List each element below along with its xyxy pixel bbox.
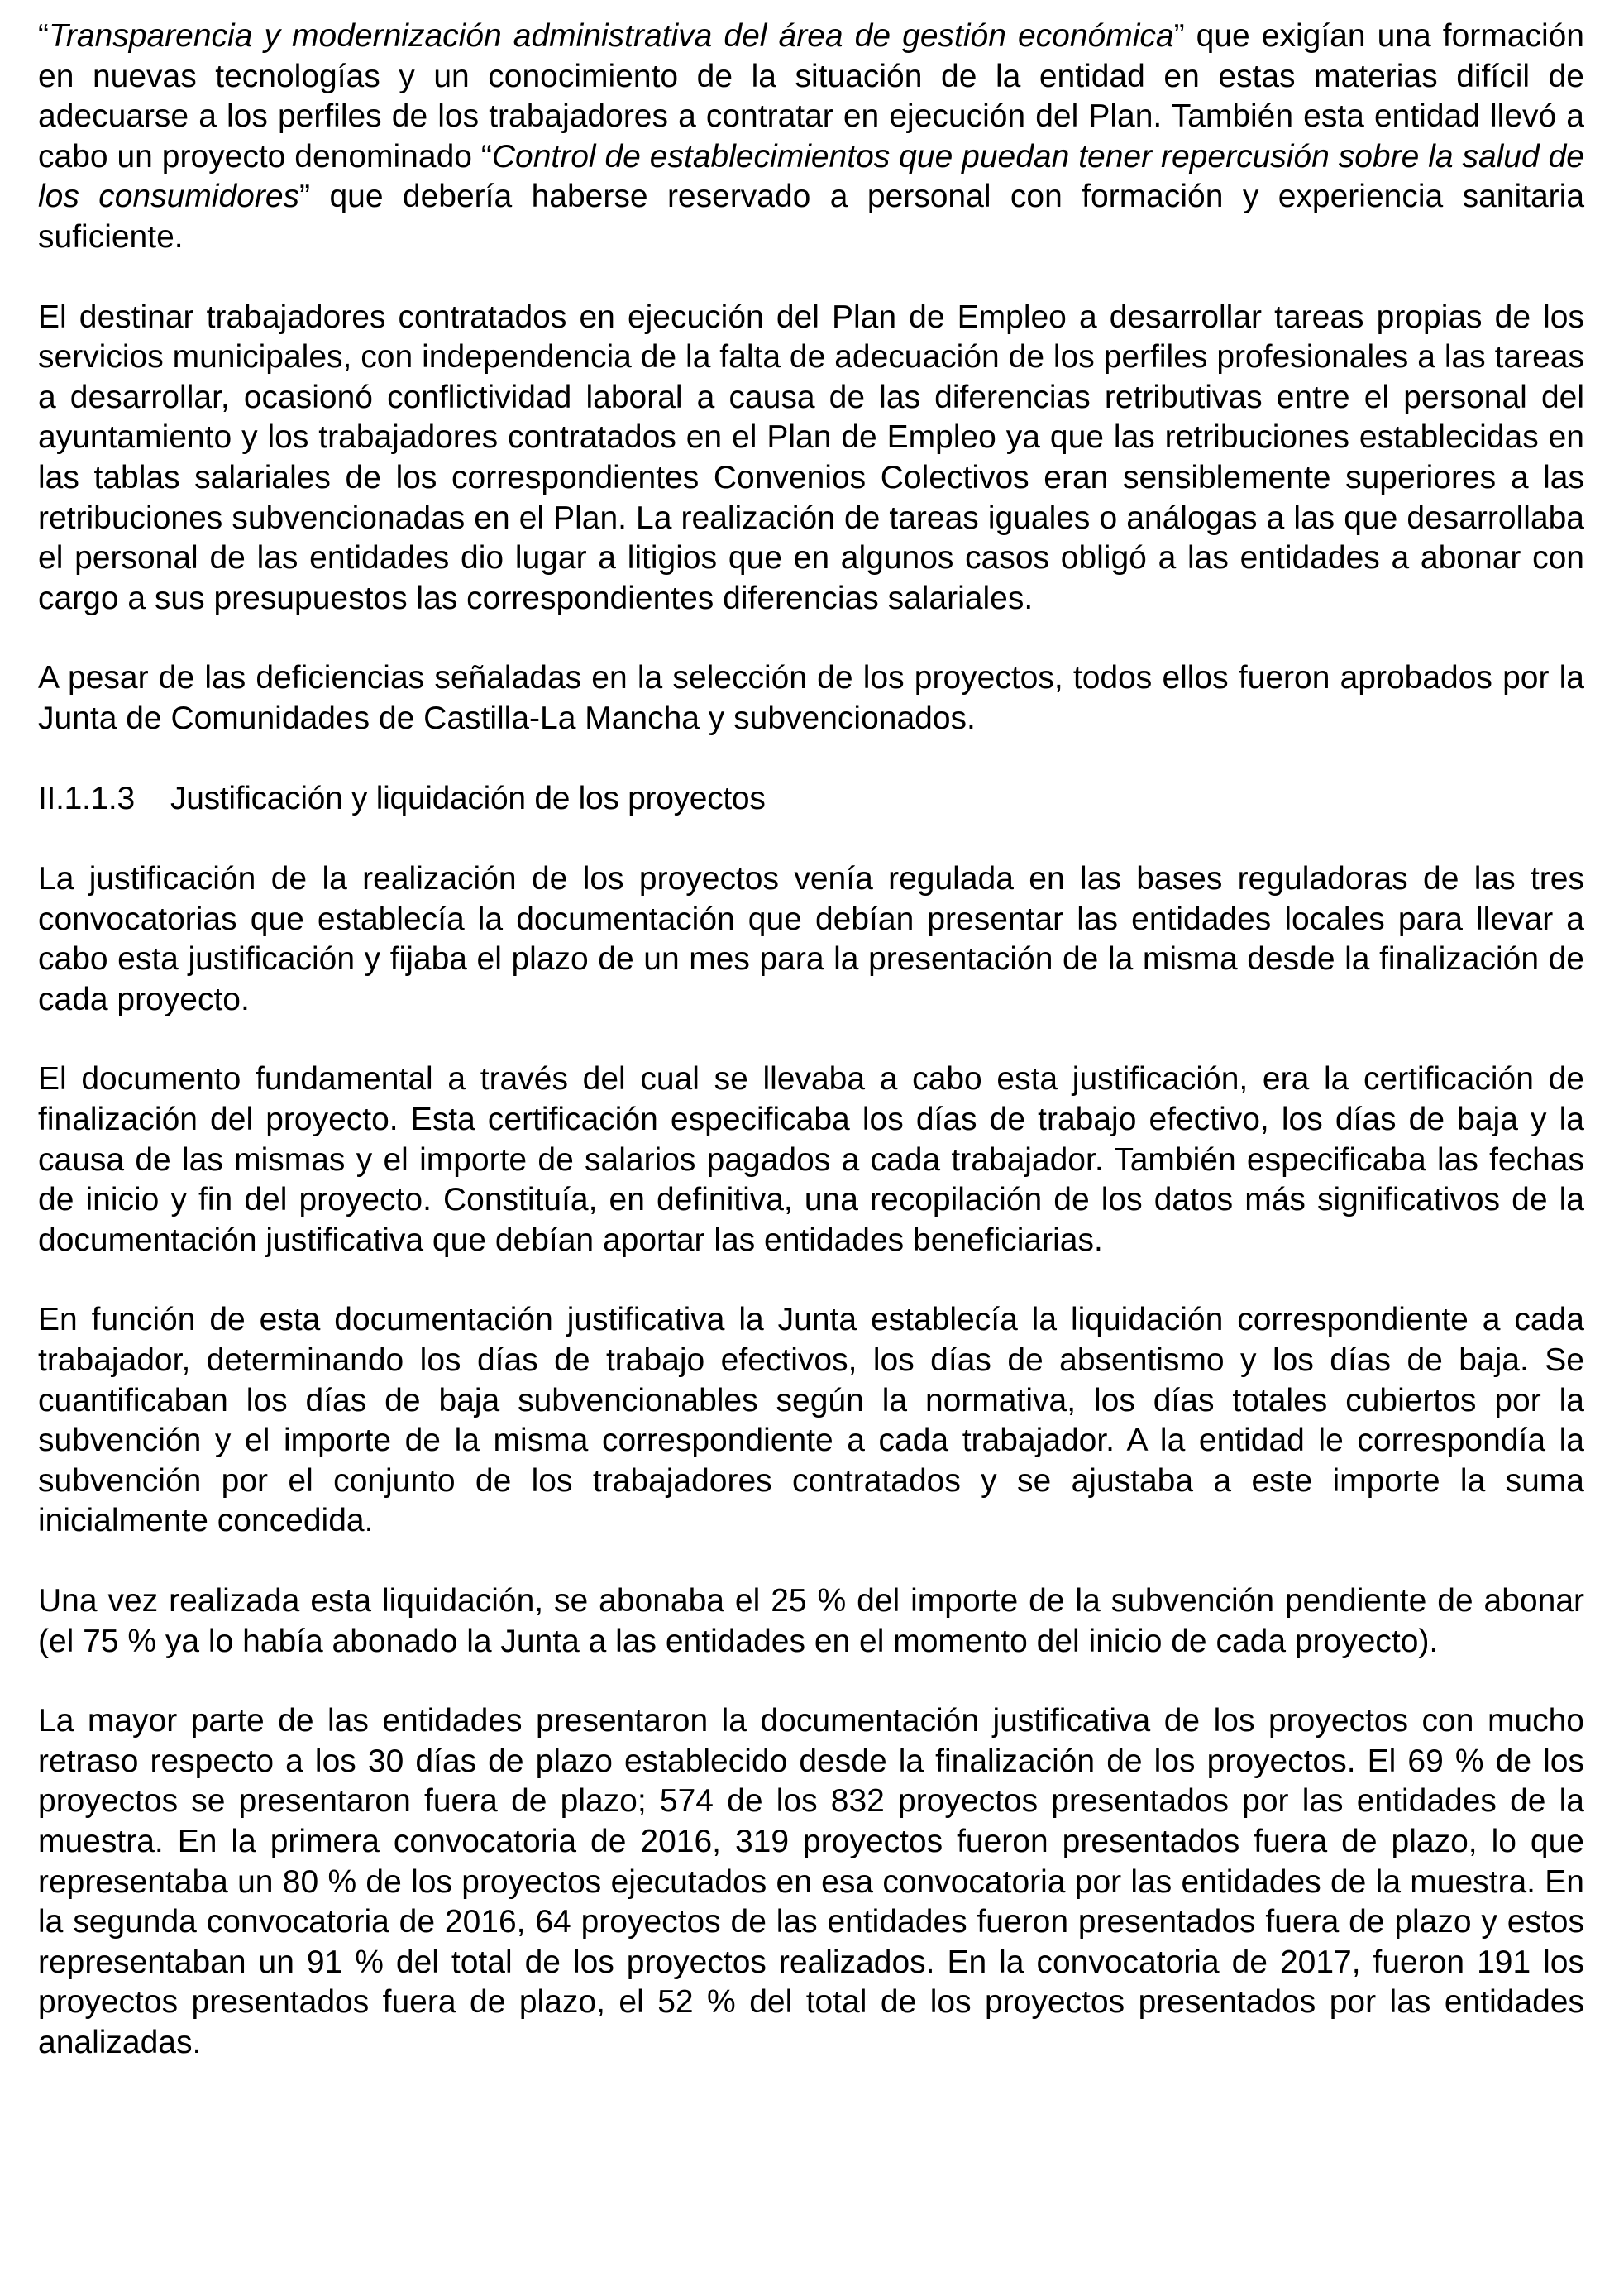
section-heading (38, 779, 1584, 820)
project-title-control: Control de establecimientos que puedan tener repercusión sobre la salud de los consumidores (38, 138, 1584, 215)
paragraph-1 (38, 17, 1584, 258)
paragraph-8: La mayor parte de las entidades presentaron la documentación justificativa de los proyectos con mucho retraso respecto a los 30 días de plazo establecido desde la finalización de los proyectos. El 69 % de los proyectos se presentaron fuera de plazo; 574 de los 832 proyectos presentados por las entidades de la muestra. En la primera convocatoria de 2016, 319 proyectos fueron presentados fuera de plazo, lo que representaba un 80 % de los proyectos ejecutados en esa convocatoria por las entidades de la muestra. En la segunda convocatoria de 2016, 64 proyectos de las entidades fueron presentados fuera de plazo y estos representaban un 91 % del total de los proyectos realizados. En la convocatoria de 2017, fueron 191 los proyectos presentados fuera de plazo, el 52 % del total de los proyectos presentados por las entidades analizadas. (38, 1703, 1584, 2060)
open-quote: “ (38, 18, 49, 54)
paragraph-6: En función de esta documentación justificativa la Junta establecía la liquidación correspondiente a cada trabajador, determinando los días de trabajo efectivos, los días de absentismo y los días de baja. Se cuantificaban los días de baja subvencionables según la normativa, los días totales cubiertos por la subvención y el importe de la misma correspondiente a cada trabajador. A la entidad le correspondía la subvención por el conjunto de los trabajadores contratados y se ajustaba a este importe la suma inicialmente concedida. (38, 1302, 1584, 1539)
section-number: II.1.1.3 (38, 780, 135, 816)
project-title-transparencia: Transparencia y modernización administrativa del área de gestión económica (49, 18, 1174, 54)
paragraph-1-text-a: ” que exigían una formación en nuevas tecnologías y un conocimiento de la situación de la entidad en estas materias difícil de adecuarse a los perfiles de los trabajadores a contratar en ejecución del Plan. También esta entidad llevó a cabo un proyecto denominado “ (38, 18, 1584, 175)
paragraph-5: El documento fundamental a través del cual se llevaba a cabo esta justificación, era la certificación de finalización del proyecto. Esta certificación especificaba los días de trabajo efectivo, los días de baja y la causa de las mismas y el importe de salarios pagados a cada trabajador. También especificaba las fechas de inicio y fin del proyecto. Constituía, en definitiva, una recopilación de los datos más significativos de la documentación justificativa que debían aportar las entidades beneficiarias. (38, 1061, 1584, 1258)
document-page (38, 17, 1584, 2103)
paragraph-3: A pesar de las deficiencias señaladas en la selección de los proyectos, todos ellos fueron aprobados por la Junta de Comunidades de Castilla-La Mancha y subvencionados. (38, 660, 1584, 736)
section-title: Justificación y liquidación de los proyectos (170, 780, 766, 816)
paragraph-7: Una vez realizada esta liquidación, se abonaba el 25 % del importe de la subvención pendiente de abonar (el 75 % ya lo había abonado la Junta a las entidades en el momento del inicio de cada proyecto). (38, 1583, 1584, 1659)
paragraph-1-text-b: ” que debería haberse reservado a personal con formación y experiencia sanitaria suficiente. (38, 179, 1585, 255)
paragraph-2: El destinar trabajadores contratados en ejecución del Plan de Empleo a desarrollar tareas propias de los servicios municipales, con independencia de la falta de adecuación de los perfiles profesionales a las tareas a desarrollar, ocasionó conflictividad laboral a causa de las diferencias retributivas entre el personal del ayuntamiento y los trabajadores contratados en el Plan de Empleo ya que las retribuciones establecidas en las tablas salariales de los correspondientes Convenios Colectivos eran sensiblemente superiores a las retribuciones subvencionadas en el Plan. La realización de tareas iguales o análogas a las que desarrollaba el personal de las entidades dio lugar a litigios que en algunos casos obligó a las entidades a abonar con cargo a sus presupuestos las correspondientes diferencias salariales. (38, 299, 1584, 616)
paragraph-4: La justificación de la realización de los proyectos venía regulada en las bases reguladoras de las tres convocatorias que establecía la documentación que debían presentar las entidades locales para llevar a cabo esta justificación y fijaba el plazo de un mes para la presentación de la misma desde la finalización de cada proyecto. (38, 861, 1584, 1017)
